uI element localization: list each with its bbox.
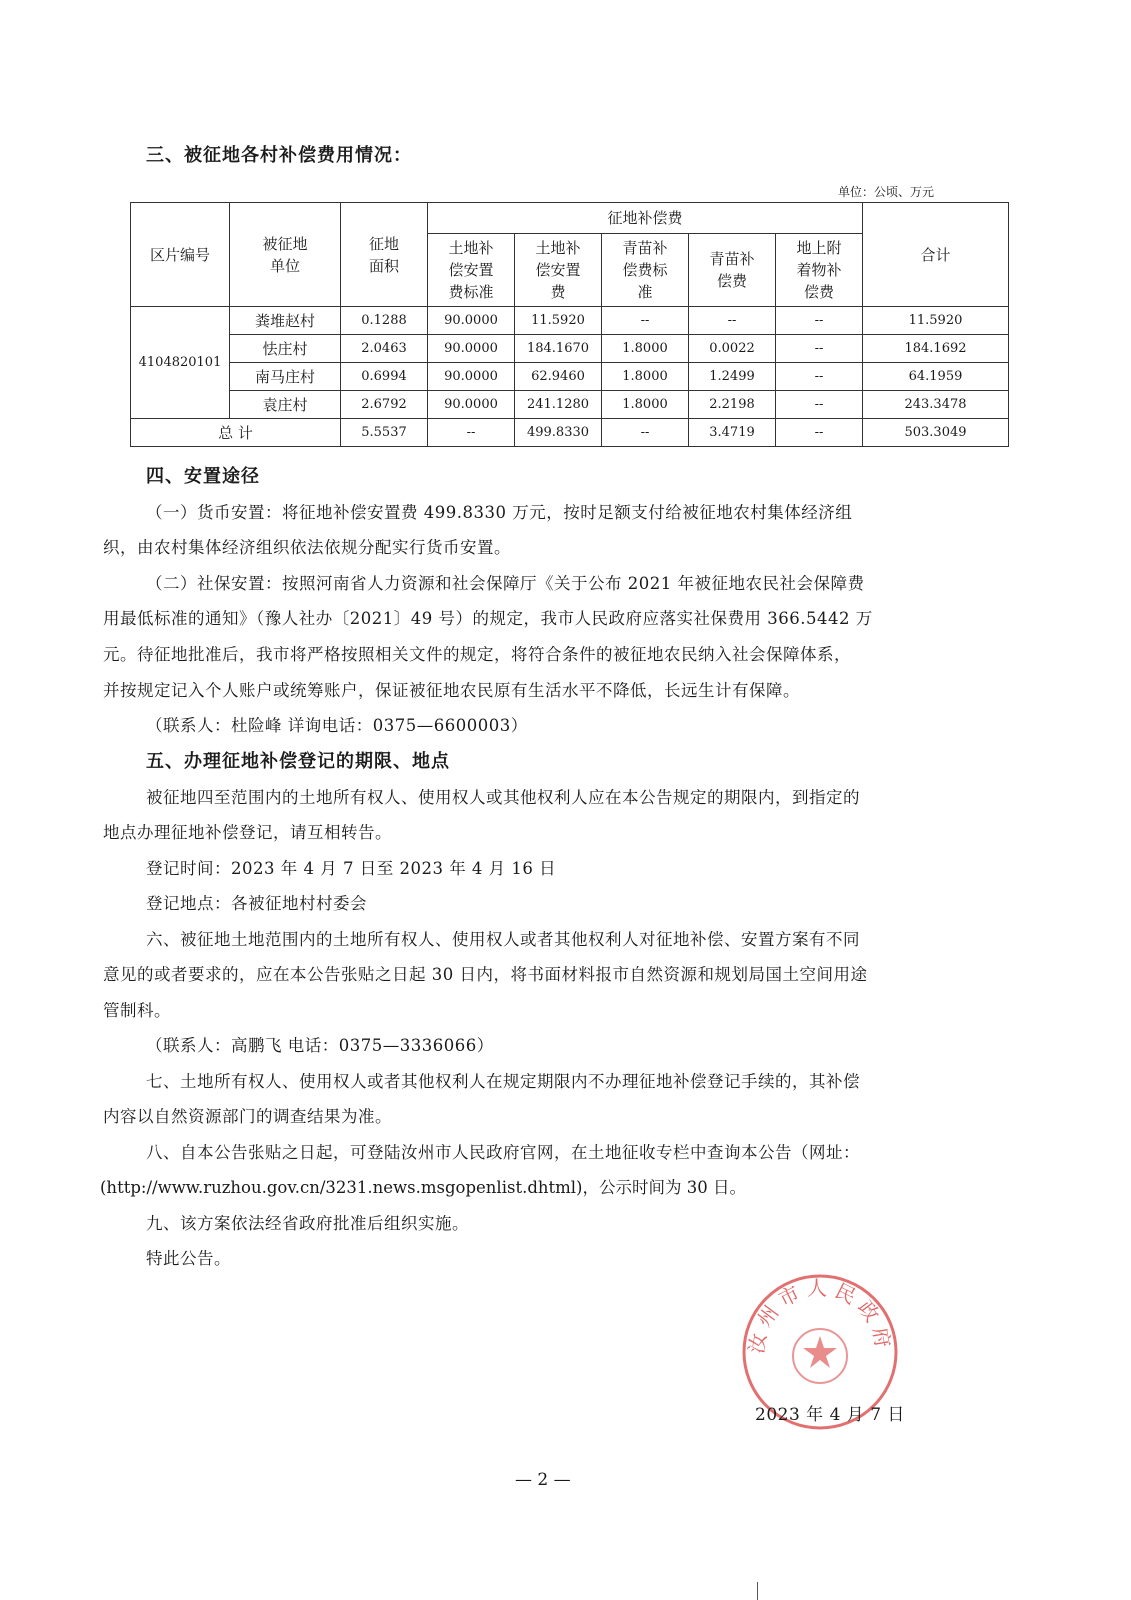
total-cell: 243.3478 <box>863 391 1009 419</box>
header-zone-code: 区片编号 <box>131 203 230 307</box>
contact-line: （联系人：高鹏飞 电话：0375—3336066） <box>146 1036 494 1055</box>
table-sum-row <box>131 419 1009 447</box>
section-5-heading: 五、办理征地补偿登记的期限、地点 <box>146 751 450 772</box>
crop-fee-cell: 2.2198 <box>689 391 776 419</box>
table-row <box>131 391 1009 419</box>
village-cell: 怯庄村 <box>230 335 341 363</box>
attachment-fee-cell: -- <box>776 391 863 419</box>
crop-standard-cell: 1.8000 <box>602 335 689 363</box>
land-standard-cell: 90.0000 <box>428 335 515 363</box>
area-cell: 2.6792 <box>341 391 428 419</box>
header-compensation-group: 征地补偿费 <box>428 203 863 234</box>
land-fee-cell: 11.5920 <box>515 307 602 335</box>
sum-land-standard-cell: -- <box>428 419 515 447</box>
page-number: — 2 — <box>515 1470 571 1490</box>
header-crop-standard: 青苗补偿费标准 <box>602 234 689 307</box>
paragraph-line: 并按规定记入个人账户或统筹账户，保证被征地农民原有生活水平不降低，长远生计有保障。 <box>103 681 800 700</box>
unit-note: 单位：公顷、万元 <box>838 185 935 199</box>
header-crop-fee: 青苗补偿费 <box>689 234 776 307</box>
paragraph-line: 管制科。 <box>103 1001 171 1020</box>
paragraph-line: （一）货币安置：将征地补偿安置费 499.8330 万元，按时足额支付给被征地农村集体经济组 <box>146 503 853 522</box>
paragraph-line: 七、土地所有权人、使用权人或者其他权利人在规定期限内不办理征地补偿登记手续的，其补偿 <box>146 1072 860 1091</box>
area-cell: 2.0463 <box>341 335 428 363</box>
section-3-heading: 三、被征地各村补偿费用情况： <box>146 145 412 166</box>
closing-line: 特此公告。 <box>146 1249 231 1268</box>
sum-label: 总 计 <box>131 419 341 447</box>
compensation-table <box>130 202 1009 447</box>
paragraph-line: 八、自本公告张贴之日起，可登陆汝州市人民政府官网，在土地征收专栏中查询本公告（网址： <box>146 1143 860 1162</box>
land-fee-cell: 184.1670 <box>515 335 602 363</box>
paragraph-line: 地点办理征地补偿登记，请互相转告。 <box>103 823 392 842</box>
village-cell: 粪堆赵村 <box>230 307 341 335</box>
header-area: 征地面积 <box>341 203 428 307</box>
sum-area-cell: 5.5537 <box>341 419 428 447</box>
total-cell: 64.1959 <box>863 363 1009 391</box>
sum-attachment-fee-cell: -- <box>776 419 863 447</box>
sum-total-cell: 503.3049 <box>863 419 1009 447</box>
paragraph-line: 六、被征地土地范围内的土地所有权人、使用权人或者其他权利人对征地补偿、安置方案有不同 <box>146 930 860 949</box>
land-fee-cell: 62.9460 <box>515 363 602 391</box>
header-total: 合计 <box>863 203 1009 307</box>
registration-place: 登记地点：各被征地村村委会 <box>146 894 367 913</box>
village-cell: 南马庄村 <box>230 363 341 391</box>
paragraph-line: 元。待征地批准后，我市将严格按照相关文件的规定，将符合条件的被征地农民纳入社会保障体系， <box>103 645 851 664</box>
area-cell: 0.6994 <box>341 363 428 391</box>
sum-crop-fee-cell: 3.4719 <box>689 419 776 447</box>
paragraph-line: （二）社保安置：按照河南省人力资源和社会保障厅《关于公布 2021 年被征地农民社会保障费 <box>146 574 865 593</box>
table-row <box>131 363 1009 391</box>
land-standard-cell: 90.0000 <box>428 363 515 391</box>
header-land-standard: 土地补偿安置费标准 <box>428 234 515 307</box>
paragraph-line: 内容以自然资源部门的调查结果为准。 <box>103 1107 392 1126</box>
crop-fee-cell: 1.2499 <box>689 363 776 391</box>
total-cell: 11.5920 <box>863 307 1009 335</box>
header-unit: 被征地单位 <box>230 203 341 307</box>
website-line: (http://www.ruzhou.gov.cn/3231.news.msgopenlist.dhtml)，公示时间为 30 日。 <box>100 1178 746 1197</box>
attachment-fee-cell: -- <box>776 335 863 363</box>
binding-mark <box>757 1582 758 1600</box>
land-fee-cell: 241.1280 <box>515 391 602 419</box>
attachment-fee-cell: -- <box>776 363 863 391</box>
area-cell: 0.1288 <box>341 307 428 335</box>
header-attachment-fee: 地上附着物补偿费 <box>776 234 863 307</box>
land-standard-cell: 90.0000 <box>428 307 515 335</box>
registration-time: 登记时间：2023 年 4 月 7 日至 2023 年 4 月 16 日 <box>146 859 557 878</box>
paragraph-line: 意见的或者要求的，应在本公告张贴之日起 30 日内，将书面材料报市自然资源和规划局国土空间用途 <box>103 965 868 984</box>
crop-standard-cell: -- <box>602 307 689 335</box>
paragraph-line: 用最低标准的通知》（豫人社办〔2021〕49 号）的规定，我市人民政府应落实社保费用 366.5442 万 <box>103 609 873 628</box>
table-row <box>131 307 1009 335</box>
sum-land-fee-cell: 499.8330 <box>515 419 602 447</box>
section-4-heading: 四、安置途径 <box>146 466 260 487</box>
crop-standard-cell: 1.8000 <box>602 363 689 391</box>
total-cell: 184.1692 <box>863 335 1009 363</box>
attachment-fee-cell: -- <box>776 307 863 335</box>
crop-standard-cell: 1.8000 <box>602 391 689 419</box>
paragraph-line: 织，由农村集体经济组织依法依规分配实行货币安置。 <box>103 538 511 557</box>
contact-line: （联系人：杜险峰 详询电话：0375—6600003） <box>146 716 528 735</box>
paragraph-line: 被征地四至范围内的土地所有权人、使用权人或其他权利人应在本公告规定的期限内，到指定的 <box>146 788 860 807</box>
paragraph-line: 九、该方案依法经省政府批准后组织实施。 <box>146 1214 469 1233</box>
land-standard-cell: 90.0000 <box>428 391 515 419</box>
svg-text:汝州市人民政府: 汝州市人民政府 <box>743 1276 897 1356</box>
document-date: 2023 年 4 月 7 日 <box>755 1405 905 1425</box>
crop-fee-cell: -- <box>689 307 776 335</box>
zone-code-cell: 4104820101 <box>131 307 230 419</box>
crop-fee-cell: 0.0022 <box>689 335 776 363</box>
table-row <box>131 335 1009 363</box>
header-land-fee: 土地补偿安置费 <box>515 234 602 307</box>
sum-crop-standard-cell: -- <box>602 419 689 447</box>
village-cell: 袁庄村 <box>230 391 341 419</box>
